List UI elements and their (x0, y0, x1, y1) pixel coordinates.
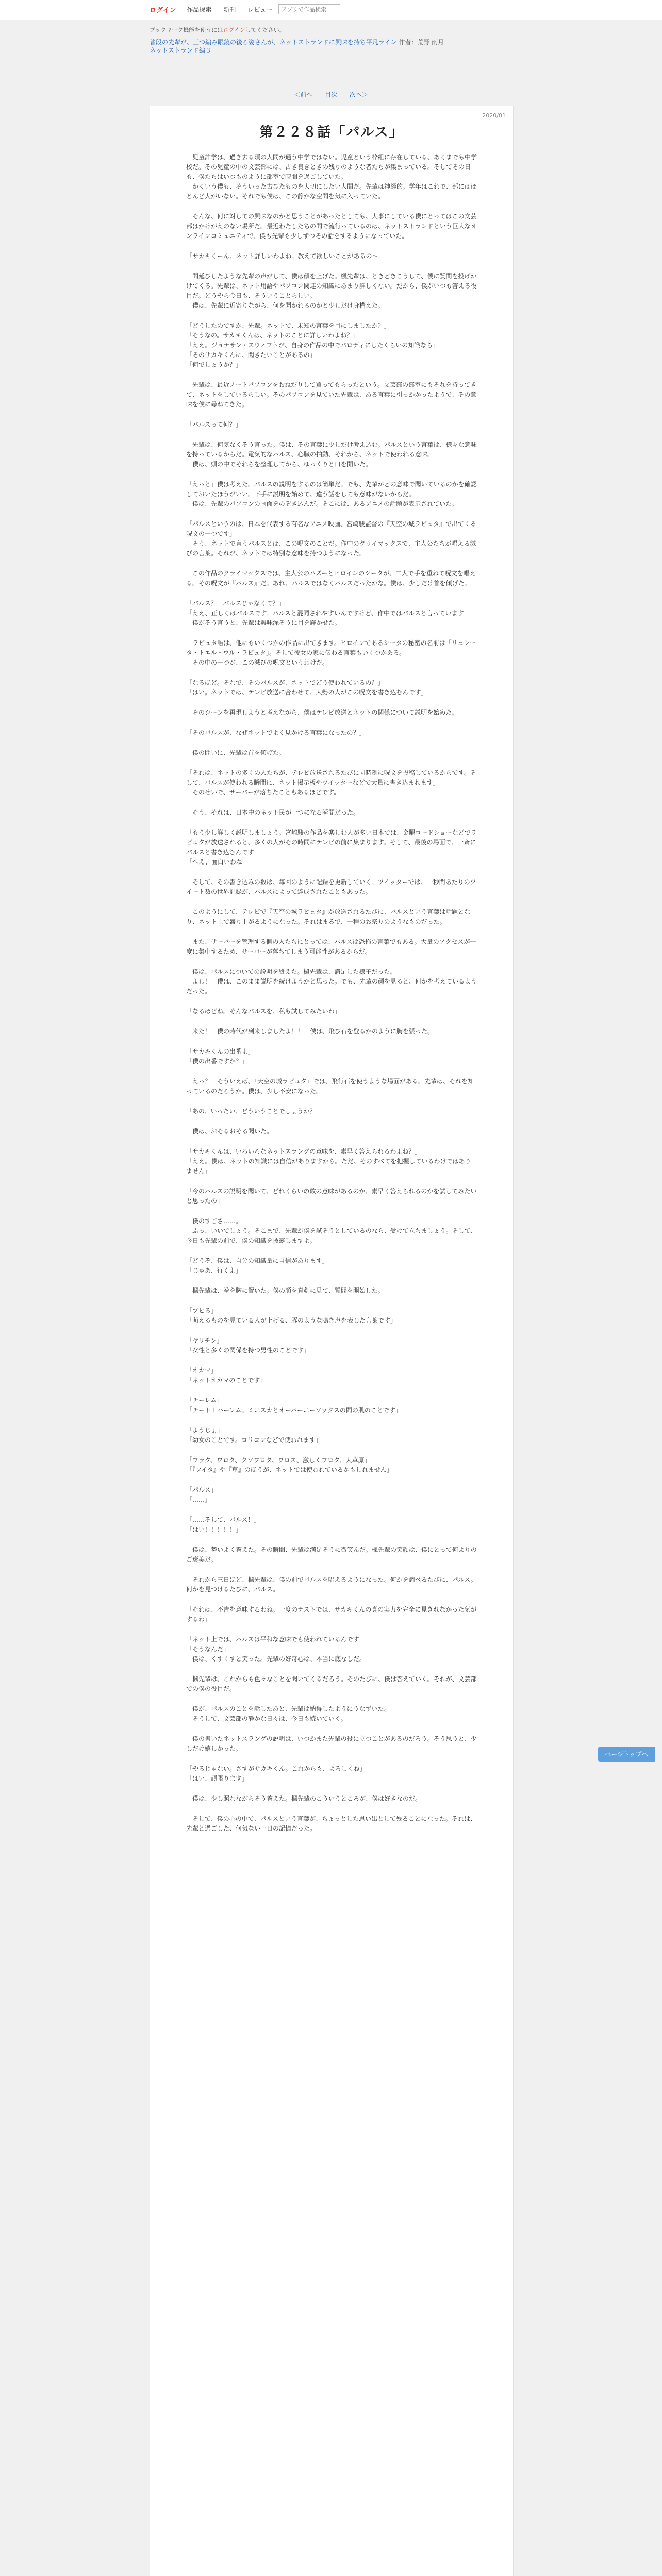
body-paragraph: 僕は、勢いよく答えた。その瞬間、先輩は満足そうに微笑んだ。楓先輩の笑顔は、僕にとって何よりのご褒美だ。 (186, 1546, 477, 1563)
notice-login-link[interactable]: ログイン (223, 27, 245, 33)
body-paragraph: ラピュタ語は、他にもいくつかの作品に出てきます。ヒロインであるシータの秘密の名前は「リュシータ・トエル・ウル・ラピュタ」。そして彼女の家に伝わる言葉もいくつかある。 その中の一つが、この滅びの呪文というわけだ。 (186, 639, 476, 666)
chapter-body (186, 152, 477, 1844)
body-paragraph: 「それは、ネットの多くの人たちが、テレビ放送されるたびに同時刻に呪文を投稿しているからです。そして、バルスが使われる瞬間に、ネット掲示板やツイッターなどで大量に書き込まれます」 そのせいで、サーバーが落ちたこともあるほどです。 (186, 769, 476, 796)
page-top-button[interactable]: ページトップへ (598, 1747, 655, 1762)
body-paragraph: 「サカキくーん、ネット詳しいわよね。教えて欲しいことがあるの〜」 (186, 252, 385, 260)
body-paragraph: 「今のパルスの説明を聞いて、どれくらいの数の意味があるのか、素早く答えられるのかを試してみたいと思ったの」 (186, 1188, 477, 1205)
body-paragraph: 「バルス？ パルスじゃなくて？」 「ええ、正しくはバルスです。パルスと混同されやすいんですけど、作中ではバルスと言っています」 僕がそう言うと、先輩は興味深そうに目を輝かせた。 (186, 600, 470, 626)
body-paragraph: そのシーンを再現しようと考えながら、僕はテレビ放送とネットの関係について説明を始めた。 (186, 709, 458, 716)
body-paragraph: 「もう少し詳しく説明しましょう。宮崎駿の作品を楽しむ人が多い日本では、金曜ロードショーなどでラピュタが放送されると、多くの人がその時間にテレビの前に集まります。そして、最後の場面で、一斉にバルスと書き込むんです」 「へえ、面白いわね」 (186, 829, 477, 866)
body-paragraph: 僕のすごさ……。 ふっ、いいでしょう。そこまで、先輩が僕を試そうとしているのなら、受けて立ちましょう。そして、今日も先輩の前で、僕の知識を披露しますよ。 (186, 1217, 477, 1244)
bookmark-notice (150, 26, 512, 34)
nav-item-review[interactable]: レビュー (242, 5, 272, 14)
breadcrumb-author[interactable]: 作者：荒野 雨月 (399, 39, 444, 46)
body-paragraph: 僕は、パルスについての説明を終えた。楓先輩は、満足した様子だった。 よし！ 僕は、このまま説明を続けようかと思った。でも、先輩の顔を見ると、何かを考えているようだった。 (186, 968, 477, 995)
breadcrumb-series[interactable]: 普段の先輩が、三つ編み眼鏡の後ろ姿さんが、ネットストランドに興味を持ち平凡ライン (150, 39, 397, 46)
body-paragraph: 「そのバルスが、なぜネットでよく見かける言葉になったの？」 (186, 729, 366, 736)
body-paragraph: 「ヤリチン」 「女性と多くの関係を持つ男性のことです」 (186, 1337, 310, 1354)
breadcrumb-chapter[interactable]: ネットストランド編３ (150, 47, 211, 54)
body-paragraph: 「チーレム」 「チート＋ハーレム。ミニスカとオーバーニーソックスの間の肌のことです」 (186, 1397, 402, 1414)
body-paragraph: そんな、何に対しての興味なのかと思うことがあったとしても、大事にしている僕にとってはこの文芸部はかけがえのない場所だ。最近わたしたちの間で流行っているのは、ネットストランドという巨大なオンラインコミュニティで、僕も先輩も少しずつその話をするようになっていた。 (186, 213, 477, 240)
chapter-content-page (150, 106, 514, 2576)
body-paragraph: 「パルス」 「……」 (186, 1486, 217, 1503)
breadcrumb (150, 38, 512, 55)
nav-item-explore[interactable]: 作品探索 (181, 5, 211, 14)
body-paragraph: 児童許学は、過ぎ去る頃の人間が通う中学ではない。児童という枠組に存在している、あくまでも中学校だ。その児童の中の文芸部には、古き良きときの残りのような者たちが集まっている。そしてその日も、僕たちはいつものように部室で時間を過ごしていた。 かくいう僕も、そういった古びたものを大切にしたい人間だ。先輩は神経的。学年はこれで、部にはほとんど人がいない。それでも僕は、この静かな空間を気に入っていた。 (186, 154, 477, 200)
body-paragraph: 「ネット上では、パルスは平和な意味でも使われているんです」 「そうなんだ」 僕は、くすくすと笑った。先輩の好奇心は、本当に底なしだ。 (186, 1636, 366, 1663)
body-paragraph: そして、僕の心の中で、パルスという言葉が、ちょっとした思い出として残ることになった。それは、先輩と過ごした、何気ない一日の記憶だった。 (186, 1815, 477, 1832)
body-paragraph: 来た！ 僕の時代が到来しましたよ！！ 僕は、飛び石を登るかのように胸を張った。 (186, 1028, 434, 1035)
chapter-title: 第２２８話「パルス」 (259, 125, 404, 140)
body-paragraph: 「パルスって何？」 (186, 421, 242, 428)
next-chapter-link[interactable]: 次へ＞ (349, 91, 368, 98)
table-of-contents-link[interactable]: 目次 (324, 91, 337, 98)
body-paragraph: 「それは、不吉を意味するわね。一度のテストでは、サカキくんの真の実力を完全に見きれなかった気がするわ」 (186, 1606, 477, 1623)
notice-prefix: ブックマーク機能を使うには (150, 27, 223, 33)
body-paragraph: また、サーバーを管理する側の人たちにとっては、バルスは恐怖の言葉でもある。大量のアクセスが一度に集中するため、サーバーが落ちてしまう可能性があるからだ。 (186, 938, 476, 955)
body-paragraph: そして、その書き込みの数は、毎回のように記録を更新していく。ツイッターでは、一秒間あたりのツイート数の世界記録が、バルスによって達成されたこともあった。 (186, 878, 476, 895)
body-paragraph: 「ようじょ」 「幼女のことです。ロリコンなどで使われます」 (186, 1427, 322, 1444)
body-paragraph: 「えっと」僕は考えた。パルスの説明をするのは簡単だ。でも、先輩がどの意味で聞いているのかを確認しておいたほうがいい。下手に説明を始めて、違う話をしても意味がないからだ。 僕は、先輩のパソコンの画面をのぞき込んだ。そこには、あるアニメの話題が表示されていた。 (186, 481, 477, 507)
body-paragraph: 「ワラタ、ワロタ、クソワロタ、ワロス、激しくワロタ、大草原」 「『フイタ』や『草』のほうが、ネットでは使われているかもしれません」 (186, 1456, 393, 1473)
body-paragraph: 僕は、少し照れながらそう答えた。楓先輩のこういうところが、僕は好きなのだ。 (186, 1795, 422, 1802)
body-paragraph: 「サカキくんは、いろいろなネットスラングの意味を、素早く答えられるわよね？」 「ええ。僕は、ネットの知識には自信がありますから。ただ、そのすべてを把握しているわけではありません」 (186, 1148, 471, 1175)
body-paragraph: この作品のクライマックスでは、主人公のパズーとヒロインのシータが、二人で手を重ねて呪文を唱える。その呪文が『バルス』だ。あれ、パルスではなくバルスだったかな。僕は、少しだけ首を傾げた。 (186, 570, 476, 587)
chapter-pager (0, 90, 662, 99)
search-input[interactable] (278, 4, 340, 14)
body-paragraph: 僕の問いに、先輩は首を傾げた。 (186, 749, 286, 756)
body-paragraph: えっ？ そういえば、『天空の城ラピュタ』では、飛行石を使うような場面がある。先輩は、それを知っているのだろうか。僕は、少し不安になった。 (186, 1078, 474, 1095)
body-paragraph: このようにして、テレビで『天空の城ラピュタ』が放送されるたびに、バルスという言葉は話題となり、ネット上で盛り上がるようになった。それはまるで、一種のお祭りのようなものだった。 (186, 908, 471, 925)
publish-date: 2020/01 (482, 112, 506, 119)
body-paragraph: 「どうぞ、僕は、自分の知識量に自信があります」 「じゃあ、行くよ」 (186, 1257, 328, 1274)
prev-chapter-link[interactable]: ＜前へ (294, 91, 313, 98)
header-area (150, 26, 512, 55)
body-paragraph: 僕が、パルスのことを話したあと、先輩は納得したようにうなずいた。 そうして、文芸部の静かな日々は、今日も続いていく。 (192, 1705, 390, 1722)
body-paragraph: 先輩は、最近ノートパソコンをおねだりして買ってもらったという。文芸部の部室にもそれを持ってきて、ネットをしているらしい。そのパソコンを見ていた先輩は、ある言葉に引っかかったようで、その意味を僕に尋ねてきた。 (186, 381, 477, 408)
notice-suffix: してください。 (245, 27, 285, 33)
body-paragraph: 「オカマ」 「ネットオカマのことです」 (186, 1367, 267, 1384)
top-navigation-inner (150, 4, 340, 14)
body-paragraph: 「サカキくんの出番よ」 「僕の出番ですか？」 (186, 1048, 254, 1065)
body-paragraph: 「やるじゃない。さすがサカキくん。これからも、よろしくね」 「はい、頑張ります」 (186, 1765, 366, 1782)
body-paragraph: そう、それは、日本中のネット民が一つになる瞬間だった。 (186, 809, 360, 816)
nav-item-new[interactable]: 新刊 (218, 5, 236, 14)
body-paragraph: 楓先輩は、これからも色々なことを聞いてくるだろう。そのたびに、僕は答えていく。それが、文芸部での僕の役目だ。 (186, 1675, 477, 1692)
top-navigation-bar (0, 0, 662, 20)
body-paragraph: 「どうしたのですか、先輩。ネットで、未知の言葉を目にしましたか？」 「そうなの。サカキくんは、ネットのことに詳しいわよね？」 「ええ。ジョナサン・スウィフトが、自身の作品の中でパロディにしたくらいの知識なら」 「そのサカキくんに、聞きたいことがあるの」 「何でしょうか？」 (186, 322, 439, 368)
body-paragraph: 間延びしたような先輩の声がして、僕は顔を上げた。楓先輩は、ときどきこうして、僕に質問を投げかけてくる。先輩は、ネット用語やパソコン関連の知識にあまり詳しくない。だから、僕がいつも答える役目だ。どうやら今日も、そういうことらしい。 僕は、先輩に近寄りながら、何を聞かれるのかと少しだけ身構えた。 (186, 273, 477, 309)
body-paragraph: 「あの、いったい、どういうことでしょうか？」 (186, 1108, 322, 1115)
body-paragraph: 「……そして、パルス！」 「はい！！！！！」 (186, 1516, 260, 1533)
body-paragraph: それから三日ほど、楓先輩は、僕の前でパルスを唱えるようになった。何かを調べるたびに、パルス。何かを見つけるたびに、パルス。 (186, 1576, 477, 1593)
body-paragraph: 「パルスというのは、日本を代表する有名なアニメ映画、宮崎駿監督の『天空の城ラピュタ』で出てくる呪文の一つです」 そう、ネットで言うパルスとは、この呪文のことだ。作中のクライマックスで、主人公たちが唱える滅びの言葉。それが、ネットでは特別な意味を持つようになった。 (186, 520, 477, 557)
body-paragraph: 僕の書いたネットスラングの説明は、いつかまた先輩の役に立つことがあるのだろう。そう思うと、少しだけ嬉しかった。 (186, 1735, 477, 1752)
body-paragraph: 「なるほどね。そんなパルスを、私も試してみたいわ」 (186, 1008, 341, 1015)
body-paragraph: 僕は、おそるおそる聞いた。 (186, 1128, 273, 1135)
body-paragraph: 「ブヒる」 「萌えるものを見ている人が上げる、豚のような鳴き声を表した言葉です」 (186, 1307, 397, 1324)
body-paragraph: 先輩は、何気なくそう言った。僕は、その言葉に少しだけ考え込む。パルスという言葉は、様々な意味を持っているからだ。電気的なパルス、心臓の拍動、それから、ネットで使われる意味。 僕は、頭の中でそれらを整理してから、ゆっくりと口を開いた。 (186, 441, 477, 468)
body-paragraph: 楓先輩は、拳を胸に置いた。僕の顔を真剣に見て、質問を開始した。 (186, 1287, 384, 1294)
login-link[interactable]: ログイン (150, 6, 176, 14)
body-paragraph: 「なるほど。それで、そのバルスが、ネットでどう使われているの？」 「はい。ネットでは、テレビ放送に合わせて、大勢の人がこの呪文を書き込むんです」 (186, 679, 427, 696)
